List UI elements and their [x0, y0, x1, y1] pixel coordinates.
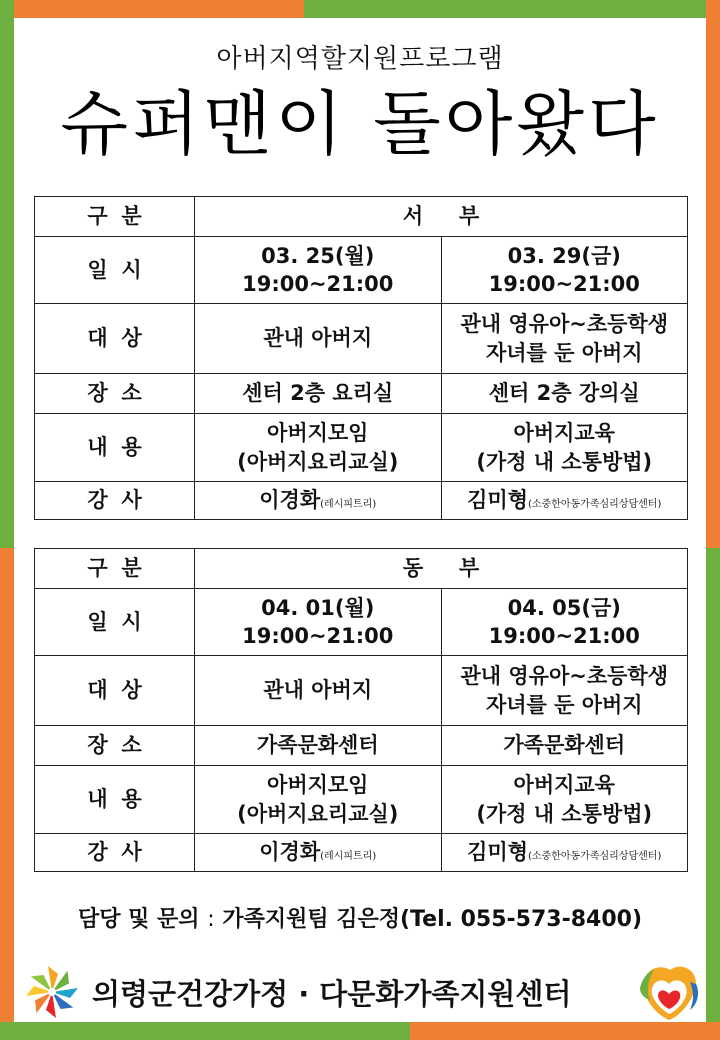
border-top-green [304, 0, 720, 18]
cell: 관내 영유아~초등학생 자녀를 둔 아버지 [441, 656, 688, 726]
east-schedule-table [34, 548, 688, 872]
cell: 아버지교육 (가정 내 소통방법) [441, 414, 688, 482]
poster-title: 슈퍼맨이 돌아왔다 [60, 83, 660, 165]
contact-text: 가족지원팀 김은정(Tel. 055-573-8400) [222, 907, 643, 932]
cell: 관내 영유아~초등학생 자녀를 둔 아버지 [441, 304, 688, 374]
instructor-name: 김미형 [467, 488, 528, 513]
border-top-orange [0, 0, 304, 18]
cell: 아버지모임 (아버지요리교실) [195, 414, 442, 482]
row-label: 대 상 [35, 656, 195, 726]
table-row [35, 414, 688, 482]
west-schedule-table [34, 196, 688, 520]
footer [14, 960, 706, 1020]
cell [195, 834, 442, 872]
instructor-name: 이경화 [259, 488, 321, 513]
instructor-name: 이경화 [259, 840, 321, 865]
cell: 아버지교육 (가정 내 소통방법) [441, 766, 688, 834]
row-label: 강 사 [35, 834, 195, 872]
instructor-org: (소중한아동가족심리상담센터) [527, 851, 662, 863]
cell: 아버지모임 (아버지요리교실) [195, 766, 442, 834]
division-label: 구 분 [35, 197, 195, 237]
poster [14, 18, 706, 1022]
border-left-orange [0, 548, 14, 1040]
table-row [35, 237, 688, 304]
row-label: 강 사 [35, 482, 195, 520]
cell: 03. 29(금) 19:00~21:00 [441, 237, 688, 304]
border-bottom-green [0, 1022, 410, 1040]
cell: 04. 05(금) 19:00~21:00 [441, 589, 688, 656]
instructor-org: (레시피트리) [320, 851, 377, 863]
row-label: 일 시 [35, 237, 195, 304]
border-left-green [0, 0, 14, 548]
row-label: 일 시 [35, 589, 195, 656]
table-row [35, 656, 688, 726]
cell: 센터 2층 강의실 [441, 374, 688, 414]
cell [441, 834, 688, 872]
table-row [35, 834, 688, 872]
contact-label: 담당 및 문의 [77, 907, 200, 932]
table-row [35, 589, 688, 656]
table-header-row [35, 197, 688, 237]
cell: 가족문화센터 [441, 726, 688, 766]
row-label: 내 용 [35, 414, 195, 482]
contact-info [14, 902, 706, 933]
contact-separator: : [207, 907, 215, 932]
row-label: 내 용 [35, 766, 195, 834]
cell: 관내 아버지 [195, 304, 442, 374]
cell: 센터 2층 요리실 [195, 374, 442, 414]
table-header-row [35, 549, 688, 589]
instructor-org: (레시피트리) [320, 499, 377, 511]
poster-subtitle: 아버지역할지원프로그램 [216, 44, 504, 74]
cell: 가족문화센터 [195, 726, 442, 766]
cell [195, 482, 442, 520]
cell: 03. 25(월) 19:00~21:00 [195, 237, 442, 304]
row-label: 장 소 [35, 374, 195, 414]
border-right-green [706, 548, 720, 1040]
instructor-name: 김미형 [467, 840, 528, 865]
table-row [35, 766, 688, 834]
region-west: 서 부 [195, 197, 688, 237]
region-east: 동 부 [195, 549, 688, 589]
border-right-orange [706, 0, 720, 548]
division-label: 구 분 [35, 549, 195, 589]
instructor-org: (소중한아동가족심리상담센터) [527, 499, 662, 511]
table-row [35, 482, 688, 520]
cell: 04. 01(월) 19:00~21:00 [195, 589, 442, 656]
table-row [35, 304, 688, 374]
organization-name: 의령군건강가정 · 다문화가족지원센터 [92, 977, 572, 1011]
table-row [35, 726, 688, 766]
row-label: 장 소 [35, 726, 195, 766]
cell: 관내 아버지 [195, 656, 442, 726]
cell [441, 482, 688, 520]
pinwheel-logo-icon [20, 960, 84, 1024]
border-bottom-orange [410, 1022, 720, 1040]
heart-family-logo-icon [636, 960, 702, 1024]
row-label: 대 상 [35, 304, 195, 374]
table-row [35, 374, 688, 414]
